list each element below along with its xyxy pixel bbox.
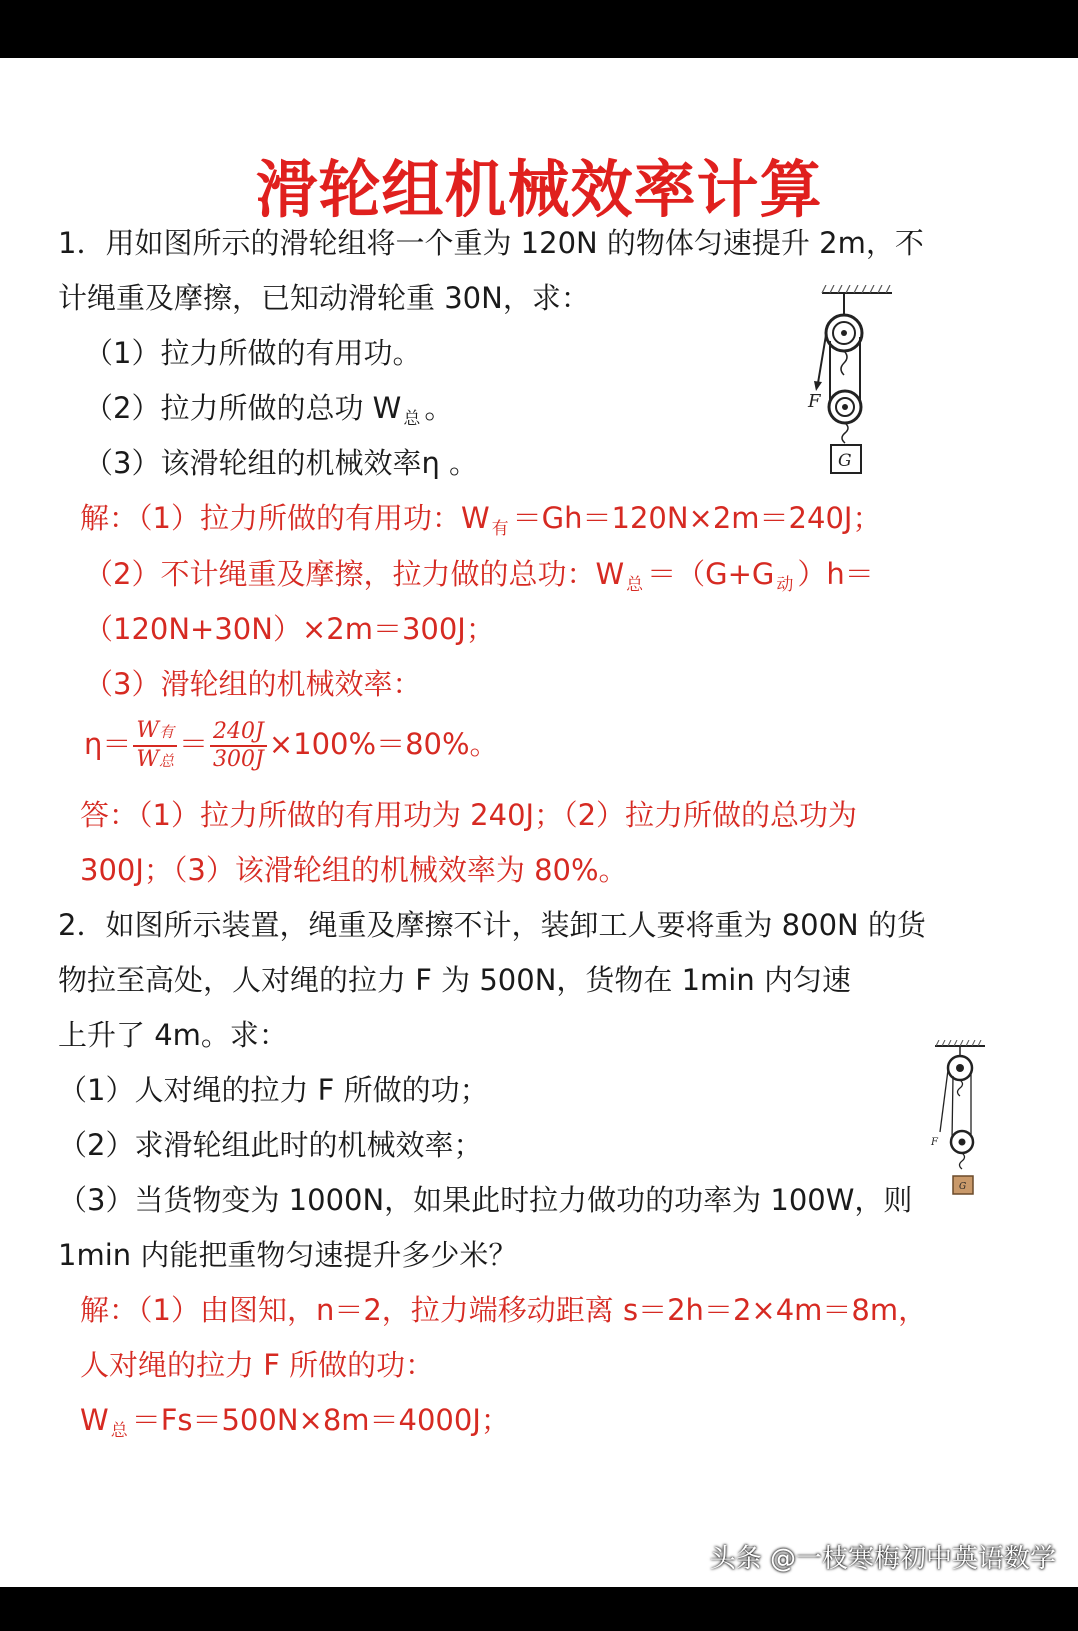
q2-solution-3-end: ＝Fs＝500N×8m＝4000J； xyxy=(131,1403,510,1437)
q1-solution-2-sub2: 动 xyxy=(776,575,794,595)
q2-stem-line2: 物拉至高处，人对绳的拉力 F 为 500N，货物在 1min 内匀速 xyxy=(58,963,851,997)
eta-num: W xyxy=(136,718,160,743)
q1-solution-2-end: ）h＝ xyxy=(797,557,874,591)
q2-solution-3-text: W xyxy=(80,1403,109,1437)
eta-den-sub: 总 xyxy=(159,752,175,770)
eta-fraction-symbolic xyxy=(133,718,177,774)
q2-stem-line3: 上升了 4m。求： xyxy=(58,1018,288,1052)
q1-part2 xyxy=(84,390,453,437)
q1-solution-1-end: ＝Gh＝120N×2m＝240J； xyxy=(512,501,882,535)
q2-part1: （1）人对绳的拉力 F 所做的功； xyxy=(58,1073,489,1107)
q1-part3: （3）该滑轮组的机械效率η 。 xyxy=(84,446,479,480)
q2-solution-3-sub: 总 xyxy=(110,1421,128,1441)
q1-solution-2-text: （2）不计绳重及摩擦，拉力做的总功：W xyxy=(84,557,625,591)
q1-efficiency-formula xyxy=(84,714,499,774)
q1-solution-2-sub: 总 xyxy=(626,575,644,595)
q2-solution-2: 人对绳的拉力 F 所做的功： xyxy=(80,1348,435,1382)
q1-part2-end: 。 xyxy=(424,391,454,425)
q2-part3: （3）当货物变为 1000N，如果此时拉力做功的功率为 100W，则 xyxy=(58,1183,913,1217)
q2-stem-line1: 2．如图所示装置，绳重及摩擦不计，装卸工人要将重为 800N 的货 xyxy=(58,908,926,942)
q1-solution-2-mid: ＝（G+G xyxy=(647,557,775,591)
q2-solution-1: 解：（1）由图知，n＝2，拉力端移动距离 s＝2h＝2×4m＝8m， xyxy=(80,1293,928,1327)
q1-figure-force-label: F xyxy=(808,391,821,412)
watermark: 头条 @一枝寒梅初中英语数学 xyxy=(709,1544,1056,1574)
q1-solution-2-line2: （120N+30N）×2m＝300J； xyxy=(84,612,495,646)
bottom-black-bar xyxy=(0,1587,1078,1631)
q2-part3-line2: 1min 内能把重物匀速提升多少米？ xyxy=(58,1238,518,1272)
q1-solution-1-sub: 有 xyxy=(491,519,509,539)
eta-num2: 240J xyxy=(210,719,267,747)
q2-solution-3 xyxy=(80,1402,510,1449)
q1-part1: （1）拉力所做的有用功。 xyxy=(84,336,422,370)
page-title: 滑轮组机械效率计算 xyxy=(255,153,823,226)
eta-fraction-numeric xyxy=(210,719,267,773)
q1-stem-line2: 计绳重及摩擦，已知动滑轮重 30N，求： xyxy=(58,281,590,315)
top-black-bar xyxy=(0,0,1078,58)
q1-part2-sub: 总 xyxy=(403,409,421,429)
eta-den: W xyxy=(136,747,160,772)
eta-rhs: ×100%＝80%。 xyxy=(268,727,499,761)
q2-pulley-figure xyxy=(925,1040,1000,1205)
eta-den2: 300J xyxy=(213,747,264,772)
q1-part2-text: （2）拉力所做的总功 W xyxy=(84,391,402,425)
q2-part2: （2）求滑轮组此时的机械效率； xyxy=(58,1128,483,1162)
q1-solution-1-text: 解：（1）拉力所做的有用功：W xyxy=(80,501,490,535)
q1-solution-1 xyxy=(80,500,881,547)
q2-figure-weight-label: G xyxy=(959,1182,967,1192)
q1-stem-line1: 1．用如图所示的滑轮组将一个重为 120N 的物体匀速提升 2m，不 xyxy=(58,226,924,260)
q1-figure-weight-label: G xyxy=(838,451,852,471)
q1-answer-line2: 300J；（3）该滑轮组的机械效率为 80%。 xyxy=(80,853,628,887)
q1-solution-2 xyxy=(84,556,874,603)
eta-num-sub: 有 xyxy=(159,723,175,741)
eta-eq: ＝ xyxy=(179,727,209,761)
q1-solution-3: （3）滑轮组的机械效率： xyxy=(84,667,422,701)
q1-pulley-figure xyxy=(800,285,920,495)
q2-figure-force-label: F xyxy=(931,1137,938,1148)
q1-answer-line1: 答：（1）拉力所做的有用功为 240J；（2）拉力所做的总功为 xyxy=(80,798,858,832)
eta-lhs: η＝ xyxy=(84,727,132,761)
